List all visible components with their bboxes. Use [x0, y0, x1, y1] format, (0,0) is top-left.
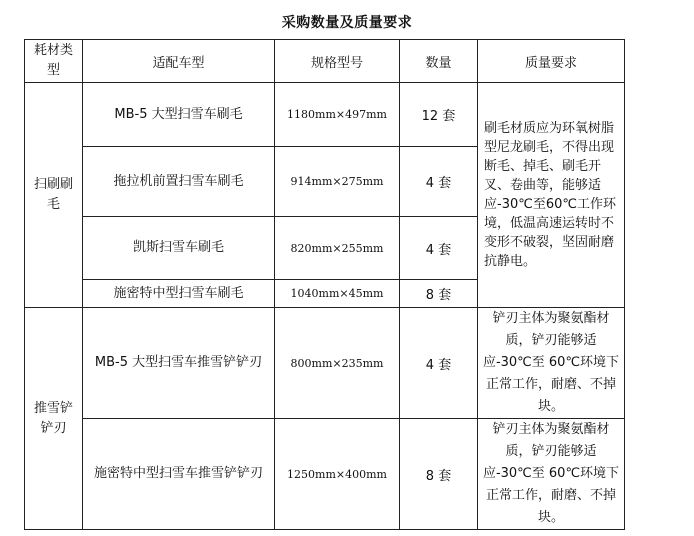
- model-cell: 施密特中型扫雪车刷毛: [83, 280, 275, 308]
- procurement-table: [24, 39, 625, 530]
- requirement-cell: 铲刃主体为聚氨酯材质，铲刃能够适应-30℃至 60℃环境下正常工作，耐磨、不掉块。: [478, 419, 625, 530]
- spec-cell: 1180mm×497mm: [275, 83, 400, 147]
- header-category: 耗材类型: [25, 40, 83, 83]
- header-qty: 数量: [400, 40, 478, 83]
- category-cell: 扫刷刷毛: [25, 83, 83, 308]
- spec-cell: 800mm×235mm: [275, 308, 400, 419]
- spec-cell: 914mm×275mm: [275, 147, 400, 217]
- spec-cell: 1040mm×45mm: [275, 280, 400, 308]
- qty-cell: 8 套: [400, 419, 478, 530]
- model-cell: 拖拉机前置扫雪车刷毛: [83, 147, 275, 217]
- qty-cell: 4 套: [400, 147, 478, 217]
- header-model: 适配车型: [83, 40, 275, 83]
- page-title: 采购数量及质量要求: [281, 15, 413, 31]
- table-row: [25, 308, 625, 419]
- model-cell: MB-5 大型扫雪车推雪铲铲刃: [83, 308, 275, 419]
- model-cell: MB-5 大型扫雪车刷毛: [83, 83, 275, 147]
- model-cell: 施密特中型扫雪车推雪铲铲刃: [83, 419, 275, 530]
- qty-cell: 4 套: [400, 308, 478, 419]
- model-cell: 凯斯扫雪车刷毛: [83, 217, 275, 280]
- header-spec: 规格型号: [275, 40, 400, 83]
- qty-cell: 12 套: [400, 83, 478, 147]
- spec-cell: 820mm×255mm: [275, 217, 400, 280]
- qty-cell: 4 套: [400, 217, 478, 280]
- requirement-cell: 刷毛材质应为环氧树脂型尼龙刷毛，不得出现断毛、掉毛、刷毛开叉、卷曲等，能够适应-30℃至60℃工作环境，低温高速运转时不变形不破裂，坚固耐磨抗静电。: [478, 83, 625, 308]
- spec-cell: 1250mm×400mm: [275, 419, 400, 530]
- category-cell: 推雪铲铲刃: [25, 308, 83, 530]
- requirement-cell: 铲刃主体为聚氨酯材质，铲刃能够适应-30℃至 60℃环境下正常工作，耐磨、不掉块。: [478, 308, 625, 419]
- table-row: [25, 419, 625, 530]
- table-header-row: [25, 40, 625, 83]
- table-row: [25, 83, 625, 147]
- qty-cell: 8 套: [400, 280, 478, 308]
- header-requirement: 质量要求: [478, 40, 625, 83]
